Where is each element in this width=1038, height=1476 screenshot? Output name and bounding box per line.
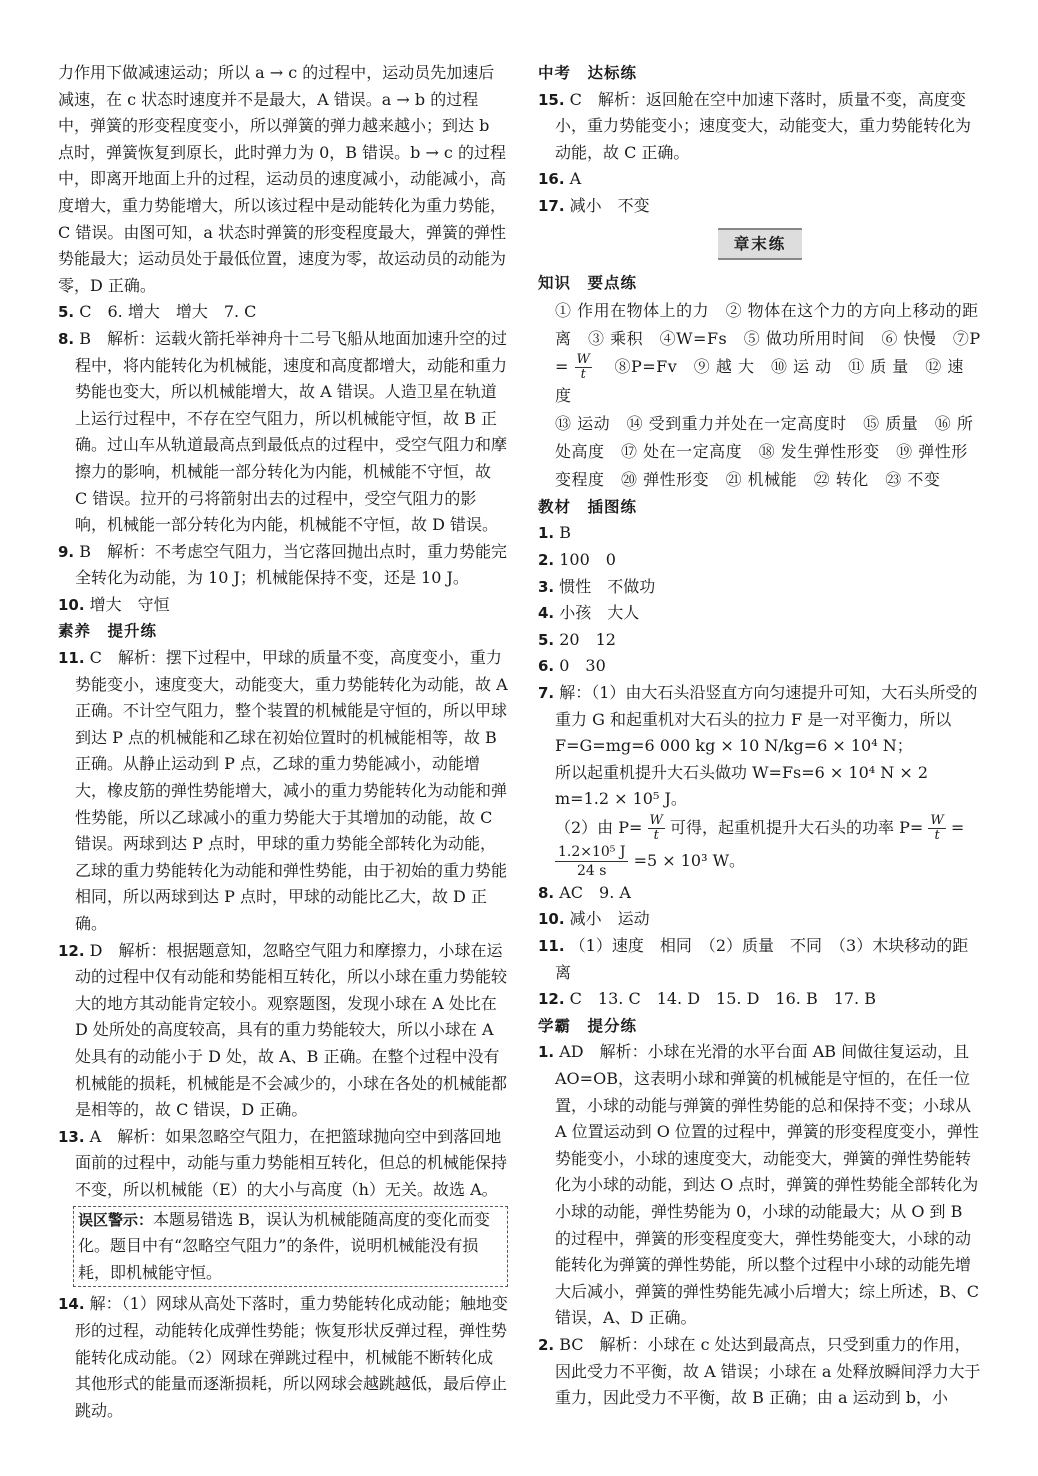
chapter-banner bbox=[538, 228, 982, 261]
answer-item bbox=[538, 87, 982, 167]
right-column bbox=[538, 60, 982, 1412]
item-number: 2. bbox=[538, 1335, 555, 1354]
item-number: 7. bbox=[538, 683, 555, 702]
answer-item bbox=[538, 600, 982, 627]
answer-item bbox=[58, 1124, 508, 1204]
item-number: 2. bbox=[538, 550, 555, 569]
fraction-numerator: W bbox=[649, 812, 663, 828]
q7-fraction-2 bbox=[928, 814, 945, 843]
item-text: AD 解析：小球在光滑的水平台面 AB 间做往复运动，且 AO=OB，这表明小球和弹簧的机械能是守恒的，在任一位置，小球的动能与弹簧的弹性势能的总和保持不变；小球从 A 位置运动到 O 位置的过程中，弹簧的形变程度变小，弹性势能变小，小球的速度变大，动能变大，弹簧的弹性势能转化为小球的动能，到达 O 点时，弹簧的弹性势能全部转化为小球的动能，弹性势能为 0，小球的动能最大；从 O 到 B 的过程中，弹簧的形变程度变大，弹性势能变大，小球的动能转化为弹簧的弹性势能，所以整个过程中小球的动能先增大后减小，弹簧的弹性势能先减小后增大；综上所述，B、C 错误，A、D 正确。 bbox=[555, 1042, 980, 1328]
answer-item bbox=[538, 520, 982, 547]
item-text: A bbox=[569, 169, 582, 189]
answer-item bbox=[58, 299, 508, 326]
item-number: 17. bbox=[538, 196, 565, 215]
item-number: 8. bbox=[538, 883, 555, 902]
item-text: C 解析：返回舱在空中加速下落时，质量不变，高度变小，重力势能变小；速度变大，动能变大，重力势能转化为动能，故 C 正确。 bbox=[555, 89, 972, 162]
exam-section bbox=[538, 60, 982, 220]
q7-text: 可得，起重机提升大石头的功率 P= bbox=[670, 817, 924, 837]
power-fraction bbox=[575, 353, 593, 382]
item-number: 9. bbox=[58, 542, 75, 561]
knowledge-section bbox=[538, 270, 982, 494]
item-text: （1）速度 相同 （2）质量 不同 （3）木块移动的距离 bbox=[555, 936, 969, 982]
answer-item bbox=[538, 906, 982, 933]
section-heading: 中考 达标练 bbox=[538, 64, 638, 82]
item-number: 6. bbox=[538, 657, 555, 676]
answer-item bbox=[538, 933, 982, 986]
item-number: 12. bbox=[538, 990, 565, 1009]
fraction-denominator: t bbox=[653, 827, 659, 843]
answer-item bbox=[58, 592, 508, 619]
fraction-numerator: W bbox=[930, 812, 944, 828]
item-text: 100 0 bbox=[559, 549, 616, 569]
q7-part2 bbox=[538, 813, 982, 880]
answer-item bbox=[538, 1039, 982, 1332]
answer-item bbox=[58, 645, 508, 938]
item-number: 3. bbox=[538, 577, 555, 596]
item-number: 11. bbox=[538, 937, 565, 956]
answer-item bbox=[538, 193, 982, 220]
left-column bbox=[58, 60, 508, 1424]
item-text: 减小 不变 bbox=[569, 195, 650, 215]
fraction-numerator: W bbox=[576, 351, 591, 367]
q7-fraction-3 bbox=[555, 843, 628, 880]
knowledge-line-3: ⑬ 运动 ⑭ 受到重力并处在一定高度时 ⑮ 质量 ⑯ 所处高度 ⑰ 处在一定高度 ⑱ 发生弹性形变 ⑲ 弹性形变程度 ⑳ 弹性形变 ㉑ 机械能 ㉒ 转化 ㉓ 不变 bbox=[555, 413, 974, 489]
answer-item bbox=[538, 880, 982, 907]
section-heading: 学霸 提分练 bbox=[538, 1016, 638, 1035]
item-text: 增大 守恒 bbox=[89, 594, 170, 614]
item-text: D 解析：根据题意知，忽略空气阻力和摩擦力，小球在运动的过程中仅有动能和势能相互转化，所以小球在重力势能较大的地方其动能肯定较小。观察题图，发现小球在 A 处比在 D 处所处的高度较高，具有的重力势能较大，所以小球在 A 处具有的动能小于 D 处，故 A、B 正确。在整个过程中没有机械能的损耗，机械能是不会减少的，小球在各处的机械能都是相等的，故 C 错误，D 正确。 bbox=[75, 940, 508, 1120]
fraction-denominator: t bbox=[580, 366, 587, 382]
item-text: B 解析：不考虑空气阻力，当它落回抛出点时，重力势能完全转化为动能，为 10 J；机械能保持不变，还是 10 J。 bbox=[75, 541, 507, 588]
knowledge-points bbox=[538, 297, 982, 494]
item-text: 20 12 bbox=[559, 629, 616, 649]
item-number: 5. bbox=[538, 630, 555, 649]
answer-item bbox=[538, 1332, 982, 1412]
answer-item bbox=[538, 986, 982, 1013]
q7-fraction-1 bbox=[648, 814, 665, 843]
item-number: 4. bbox=[538, 604, 555, 623]
item-number: 15. bbox=[538, 90, 565, 109]
answer-item bbox=[538, 627, 982, 654]
item-text: 解：（1）网球从高处下落时，重力势能转化成动能；触地变形的过程，动能转化成弹性势能；恢复形状反弹过程，弹性势能转化成动能。（2）网球在弹跳过程中，机械能不断转化成其他形式的能量而逐渐损耗，所以网球会越跳越低，最后停止跳动。 bbox=[75, 1294, 508, 1420]
item-text: AC 9. A bbox=[559, 882, 631, 902]
answer-item bbox=[538, 680, 982, 760]
item-number: 11. bbox=[58, 649, 85, 668]
fraction-denominator: 24 s bbox=[577, 862, 607, 879]
item-number: 12. bbox=[58, 941, 85, 960]
answer-item bbox=[538, 574, 982, 601]
item-number: 1. bbox=[538, 524, 555, 543]
answer-text: 力作用下做减速运动；所以 a → c 的过程中，运动员先加速后减速，在 c 状态时速度并不是最大，A 错误。a → b 的过程中，弹簧的形变程度变小，所以弹簧的弹力越来越小；到达 b 点时，弹簧恢复到原长，此时弹力为 0，B 错误。b → c 的过程中，即离开地面上升的过程，运动员的速度减小，动能减小，高度增大，重力势能增大，所以该过程中是动能转化为重力势能，C 错误。由图可知，a 状态时弹簧的形变程度最大，弹簧的弹性势能最大；运动员处于最低位置，速度为零，故运动员的动能为零，D 正确。 bbox=[58, 63, 507, 295]
item-text: 解：（1）由大石头沿竖直方向匀速提升可知，大石头所受的重力 G 和起重机对大石头的拉力 F 是一对平衡力，所以 F=G=mg=6 000 kg × 10 N/kg=6 × 10⁴ N； bbox=[555, 682, 978, 756]
knowledge-line-1: ① 作用在物体上的力 ② 物体在这个力的方向上移动的距离 ③ 乘积 ④W=Fs ⑤ 做功所用时间 ⑥ 快慢 ⑦P bbox=[555, 300, 981, 348]
q7-result: =5 × 10³ W。 bbox=[633, 850, 746, 870]
q7-text: （2）由 P= bbox=[555, 817, 643, 837]
answer-item bbox=[538, 653, 982, 680]
section-heading: 素养 提升练 bbox=[58, 622, 158, 641]
chapter-title: 章末练 bbox=[718, 228, 803, 261]
knowledge-eq: = bbox=[555, 356, 569, 376]
answer-item bbox=[58, 326, 508, 539]
warning-box bbox=[73, 1206, 508, 1288]
item-number: 5. bbox=[58, 303, 75, 322]
item-number: 13. bbox=[58, 1127, 85, 1146]
item-text: C 解析：摆下过程中，甲球的质量不变，高度变小，重力势能变小，速度变大，动能变大，重力势能转化为动能，故 A 正确。不计空气阻力，整个装置的机械能是守恒的，所以甲球到达 P 点的机械能和乙球在初始位置时的机械能相等，故 B 正确。从静止运动到 P 点，乙球的重力势能减小，动能增大，橡皮筋的弹性势能增大，减小的重力势能转化为动能和弹性势能，所以乙球减小的重力势能大于其增加的动能，故 C 错误。两球到达 P 点时，甲球的重力势能全部转化为动能，乙球的重力势能转化为动能和弹性势能，由于初始的重力势能相同，所以两球到达 P 点时，甲球的动能比乙大，故 D 正确。 bbox=[75, 648, 508, 933]
item-text: BC 解析：小球在 c 处达到最高点，只受到重力的作用，因此受力不平衡，故 A 错误；小球在 a 处释放瞬间浮力大于重力，因此受力不平衡，故 B 正确；由 a 运动到 b，小 bbox=[555, 1334, 981, 1408]
item-number: 14. bbox=[58, 1295, 85, 1314]
item-number: 10. bbox=[58, 595, 85, 614]
item-number: 16. bbox=[538, 170, 565, 189]
item-text: 减小 运动 bbox=[569, 909, 650, 929]
item-text: C 6. 增大 增大 7. C bbox=[79, 302, 257, 322]
item-text: C 13. C 14. D 15. D 16. B 17. B bbox=[569, 989, 876, 1009]
item-text: B 解析：运载火箭托举神舟十二号飞船从地面加速升空的过程中，将内能转化为机械能，速度和高度都增大，动能和重力势能也变大，所以机械能增大，故 A 错误。人造卫星在轨道上运行过程中，不存在空气阻力，所以机械能守恒，故 B 正确。过山车从轨道最高点到最低点的过程中，受空气阻力和摩擦力的影响，机械能一部分转化为内能，机械能不守恒，故 C 错误。拉开的弓将箭射出去的过程中，受空气阻力的影响，机械能一部分转化为内能，机械能不守恒，故 D 错误。 bbox=[75, 328, 508, 535]
fraction-denominator: t bbox=[934, 827, 940, 843]
warning-label: 误区警示： bbox=[78, 1210, 154, 1229]
answer-item bbox=[58, 539, 508, 592]
section-heading: 教材 插图练 bbox=[538, 497, 638, 516]
section-heading: 知识 要点练 bbox=[538, 274, 638, 293]
item-number: 1. bbox=[538, 1043, 555, 1062]
warning-text: 本题易错选 B，误认为机械能随高度的变化而变化。题目中有“忽略空气阻力”的条件，说明机械能没有损耗，即机械能守恒。 bbox=[78, 1209, 490, 1282]
item-text: A 解析：如果忽略空气阻力，在把篮球抛向空中到落回地面前的过程中，动能与重力势能相互转化，但总的机械能保持不变，所以机械能（E）的大小与高度（h）无关。故选 A。 bbox=[75, 1126, 508, 1199]
fraction-numerator: 1.2×10⁵ J bbox=[555, 843, 628, 862]
answer-item bbox=[538, 547, 982, 574]
item-text: B bbox=[559, 523, 571, 543]
item-text: 小孩 大人 bbox=[559, 603, 640, 623]
textbook-section bbox=[538, 494, 982, 813]
answer-item bbox=[58, 938, 508, 1124]
q7-text: = bbox=[950, 817, 965, 837]
answer-item bbox=[538, 166, 982, 193]
item-text: 0 30 bbox=[559, 656, 606, 676]
item-number: 8. bbox=[58, 329, 75, 348]
answer-item bbox=[58, 1291, 508, 1424]
advanced-section bbox=[538, 880, 982, 1412]
answer-text: 所以起重机提升大石头做功 W=Fs=6 × 10⁴ N × 2 m=1.2 × 10⁵ J。 bbox=[555, 762, 929, 809]
knowledge-line-2: ⑧P=Fv ⑨ 越 大 ⑩ 运 动 ⑪ 质 量 ⑫ 速 度 bbox=[555, 356, 964, 405]
item-text: 惯性 不做功 bbox=[559, 576, 656, 596]
item-number: 10. bbox=[538, 910, 565, 929]
